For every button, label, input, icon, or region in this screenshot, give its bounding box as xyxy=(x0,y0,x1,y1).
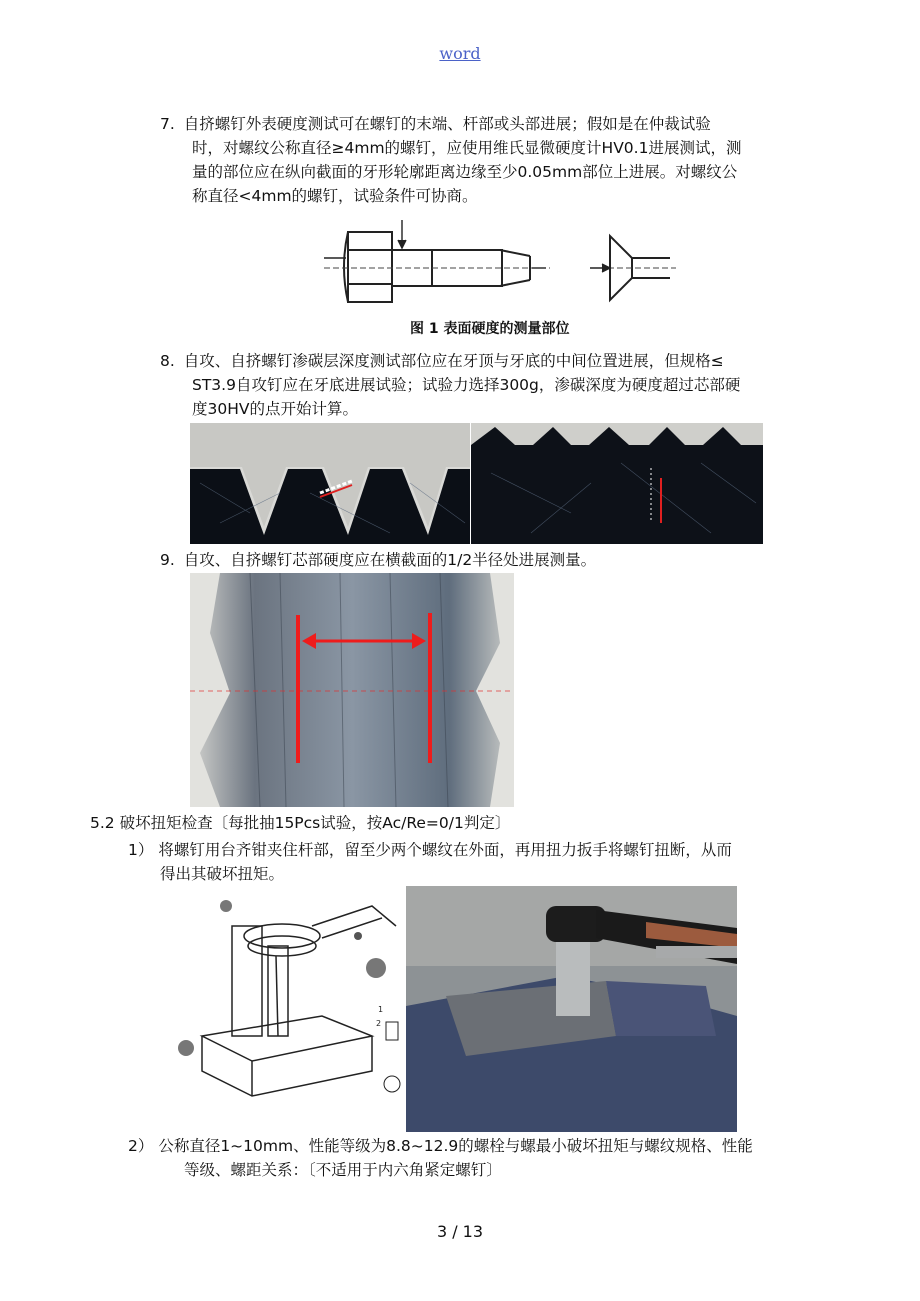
item-9 xyxy=(160,548,596,572)
step-2 xyxy=(128,1134,753,1158)
step-number: 1） xyxy=(128,841,154,859)
cross-section-micrograph xyxy=(190,573,514,807)
vise-and-torque-wrench-drawing xyxy=(172,886,404,1132)
item-line: 自攻、自挤螺钉芯部硬度应在横截面的1/2半径处进展测量。 xyxy=(183,551,597,569)
step-number: 2） xyxy=(128,1137,154,1155)
item-number: 9. xyxy=(160,551,175,569)
item-number: 8. xyxy=(160,352,175,370)
vise-photo xyxy=(406,886,737,1132)
step-line: 将螺钉用台齐钳夹住杆部，留至少两个螺纹在外面，再用扭力扳手将螺钉扭断，从而 xyxy=(158,841,732,859)
item-line: 自挤螺钉外表硬度测试可在螺钉的末端、杆部或头部进展；假如是在仲裁试验 xyxy=(183,115,711,133)
thread-micrograph xyxy=(190,423,470,544)
item-line: 自攻、自挤螺钉渗碳层深度测试部位应在牙顶与牙底的中间位置进展，但规格≤ xyxy=(183,352,724,370)
page-number: 3 / 13 xyxy=(436,1222,484,1241)
torque-test-drawing xyxy=(172,886,404,1132)
thread-micrograph xyxy=(471,423,763,544)
step-line: 等级、螺距关系：〔不适用于内六角紧定螺钉〕 xyxy=(184,1161,502,1179)
step-line: 得出其破坏扭矩。 xyxy=(160,865,285,883)
figure-1-caption: 图 1 表面硬度的测量部位 xyxy=(410,321,570,337)
item-line: 度30HV的点开始计算。 xyxy=(192,400,358,418)
section-5-2-title: 5.2 破坏扭矩检查〔每批抽15Pcs试验，按Ac/Re=0/1判定〕 xyxy=(90,814,511,832)
core-hardness-photo xyxy=(190,573,514,807)
item-8 xyxy=(160,349,724,373)
drawing-label: 2 xyxy=(376,1019,382,1028)
step-1 xyxy=(128,838,732,862)
item-number: 7. xyxy=(160,115,175,133)
drawing-label: 1 xyxy=(378,1005,384,1014)
item-line: 量的部位应在纵向截面的牙形轮廓距离边缘至少0.05mm部位上进展。对螺纹公 xyxy=(192,163,738,181)
step-line: 公称直径1~10mm、性能等级为8.8~12.9的螺栓与螺最小破坏扭矩与螺纹规格、性能 xyxy=(158,1137,753,1155)
item-line: 称直径<4mm的螺钉，试验条件可协商。 xyxy=(192,187,478,205)
header-link[interactable]: word xyxy=(439,44,481,63)
item-line: 时，对螺纹公称直径≥4mm的螺钉，应使用维氏显微硬度计HV0.1进展测试，测 xyxy=(192,139,742,157)
item-line: ST3.9自攻钉应在牙底进展试验；试验力选择300g，渗碳深度为硬度超过芯部硬 xyxy=(192,376,741,394)
torque-test-photo xyxy=(406,886,737,1132)
item-7 xyxy=(160,112,711,136)
carburized-layer-photo-left xyxy=(190,423,470,544)
carburized-layer-photo-right xyxy=(471,423,763,544)
